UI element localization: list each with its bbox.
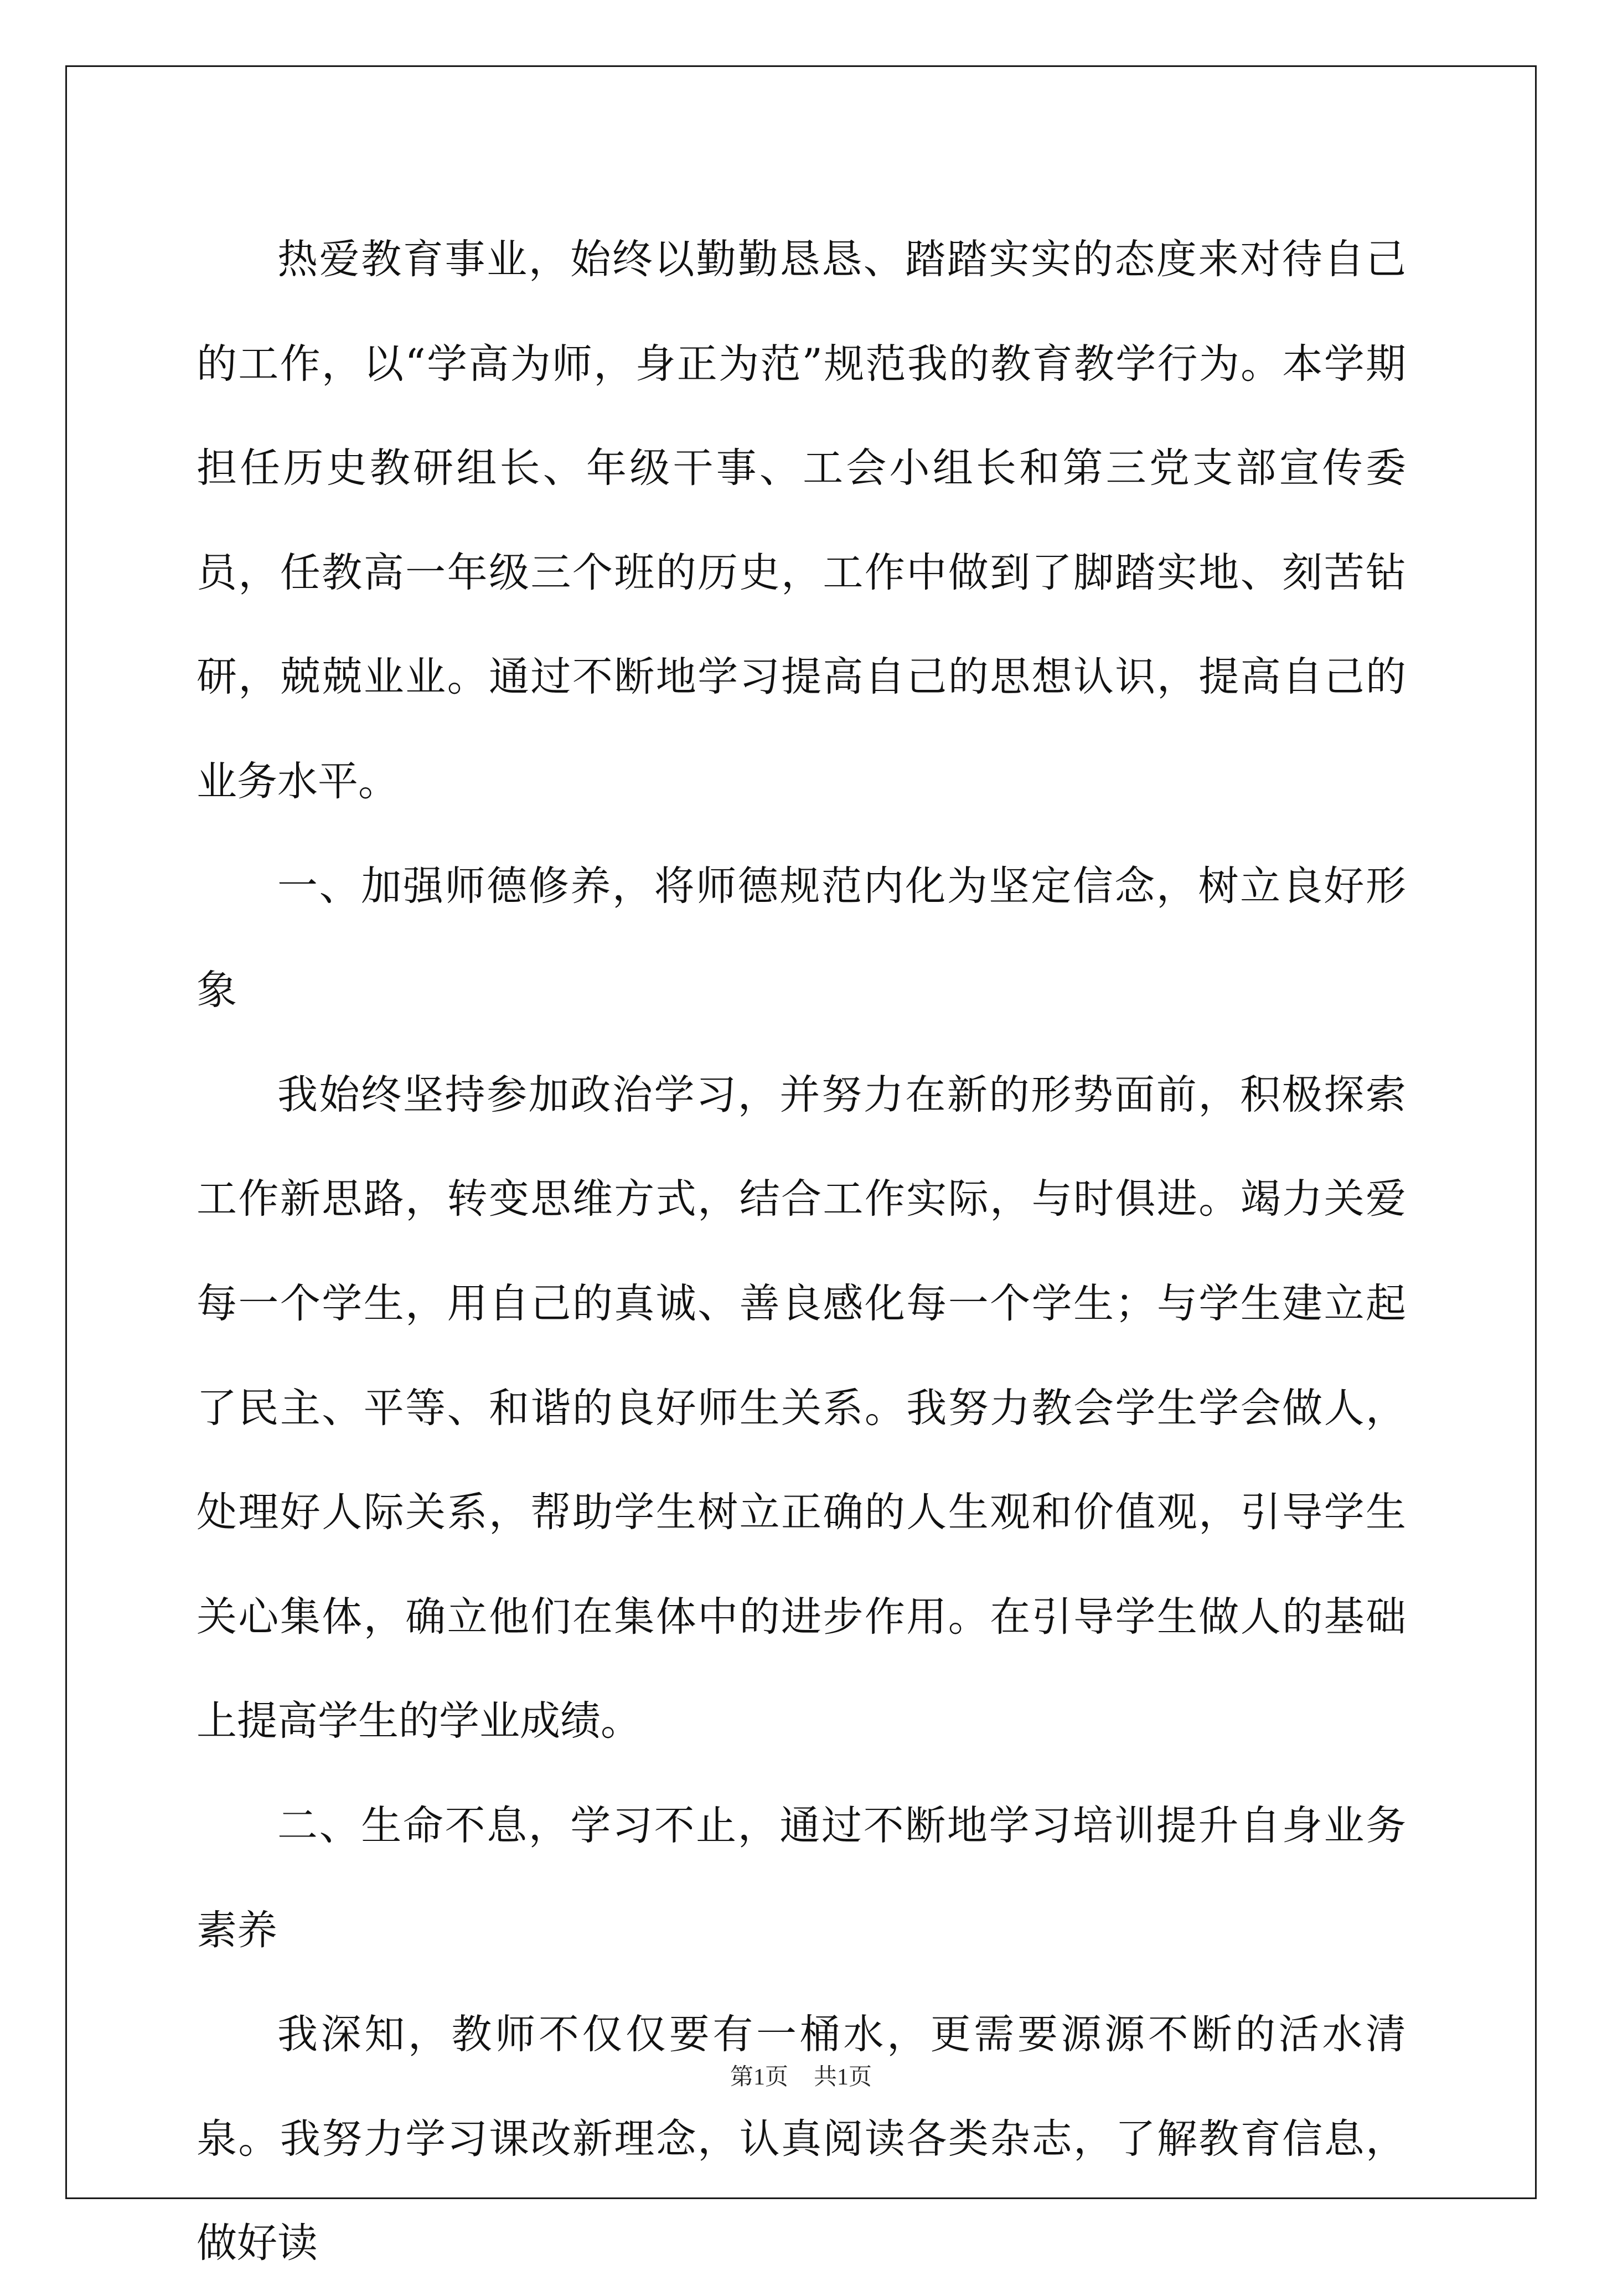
- paragraph-section-1: 我始终坚持参加政治学习，并努力在新的形势面前，积极探索工作新思路，转变思维方式，结合工作实际，与时俱进。竭力关爱每一个学生，用自己的真诚、善良感化每一个学生；与学生建立起了民主、平等、和谐的良好师生关系。我努力教会学生学会做人，处理好人际关系，帮助学生树立正确的人生观和价值观，引导学生关心集体，确立他们在集体中的进步作用。在引导学生做人的基础上提高学生的学业成绩。: [197, 1071, 1406, 1745]
- page-footer: [0, 2058, 1602, 2092]
- page-number: 第1页: [730, 2065, 788, 2090]
- paragraph-section-2: 我深知，教师不仅仅要有一桶水，更需要源源不断的活水清泉。我努力学习课改新理念，认真阅读各类杂志，了解教育信息，做好读: [197, 2011, 1406, 2267]
- page-total: 共1页: [814, 2065, 872, 2090]
- document-body: [197, 208, 1406, 2296]
- section-heading-2: 二、生命不息，学习不止，通过不断地学习培训提升自身业务素养: [197, 1802, 1406, 1954]
- section-heading-1: 一、加强师德修养，将师德规范内化为坚定信念，树立良好形象: [197, 862, 1406, 1014]
- paragraph-intro: 热爱教育事业，始终以勤勤恳恳、踏踏实实的态度来对待自己的工作，以“学高为师，身正为范”规范我的教育教学行为。本学期担任历史教研组长、年级干事、工会小组长和第三党支部宣传委员，任教高一年级三个班的历史，工作中做到了脚踏实地、刻苦钻研，兢兢业业。通过不断地学习提高自己的思想认识，提高自己的业务水平。: [197, 236, 1406, 805]
